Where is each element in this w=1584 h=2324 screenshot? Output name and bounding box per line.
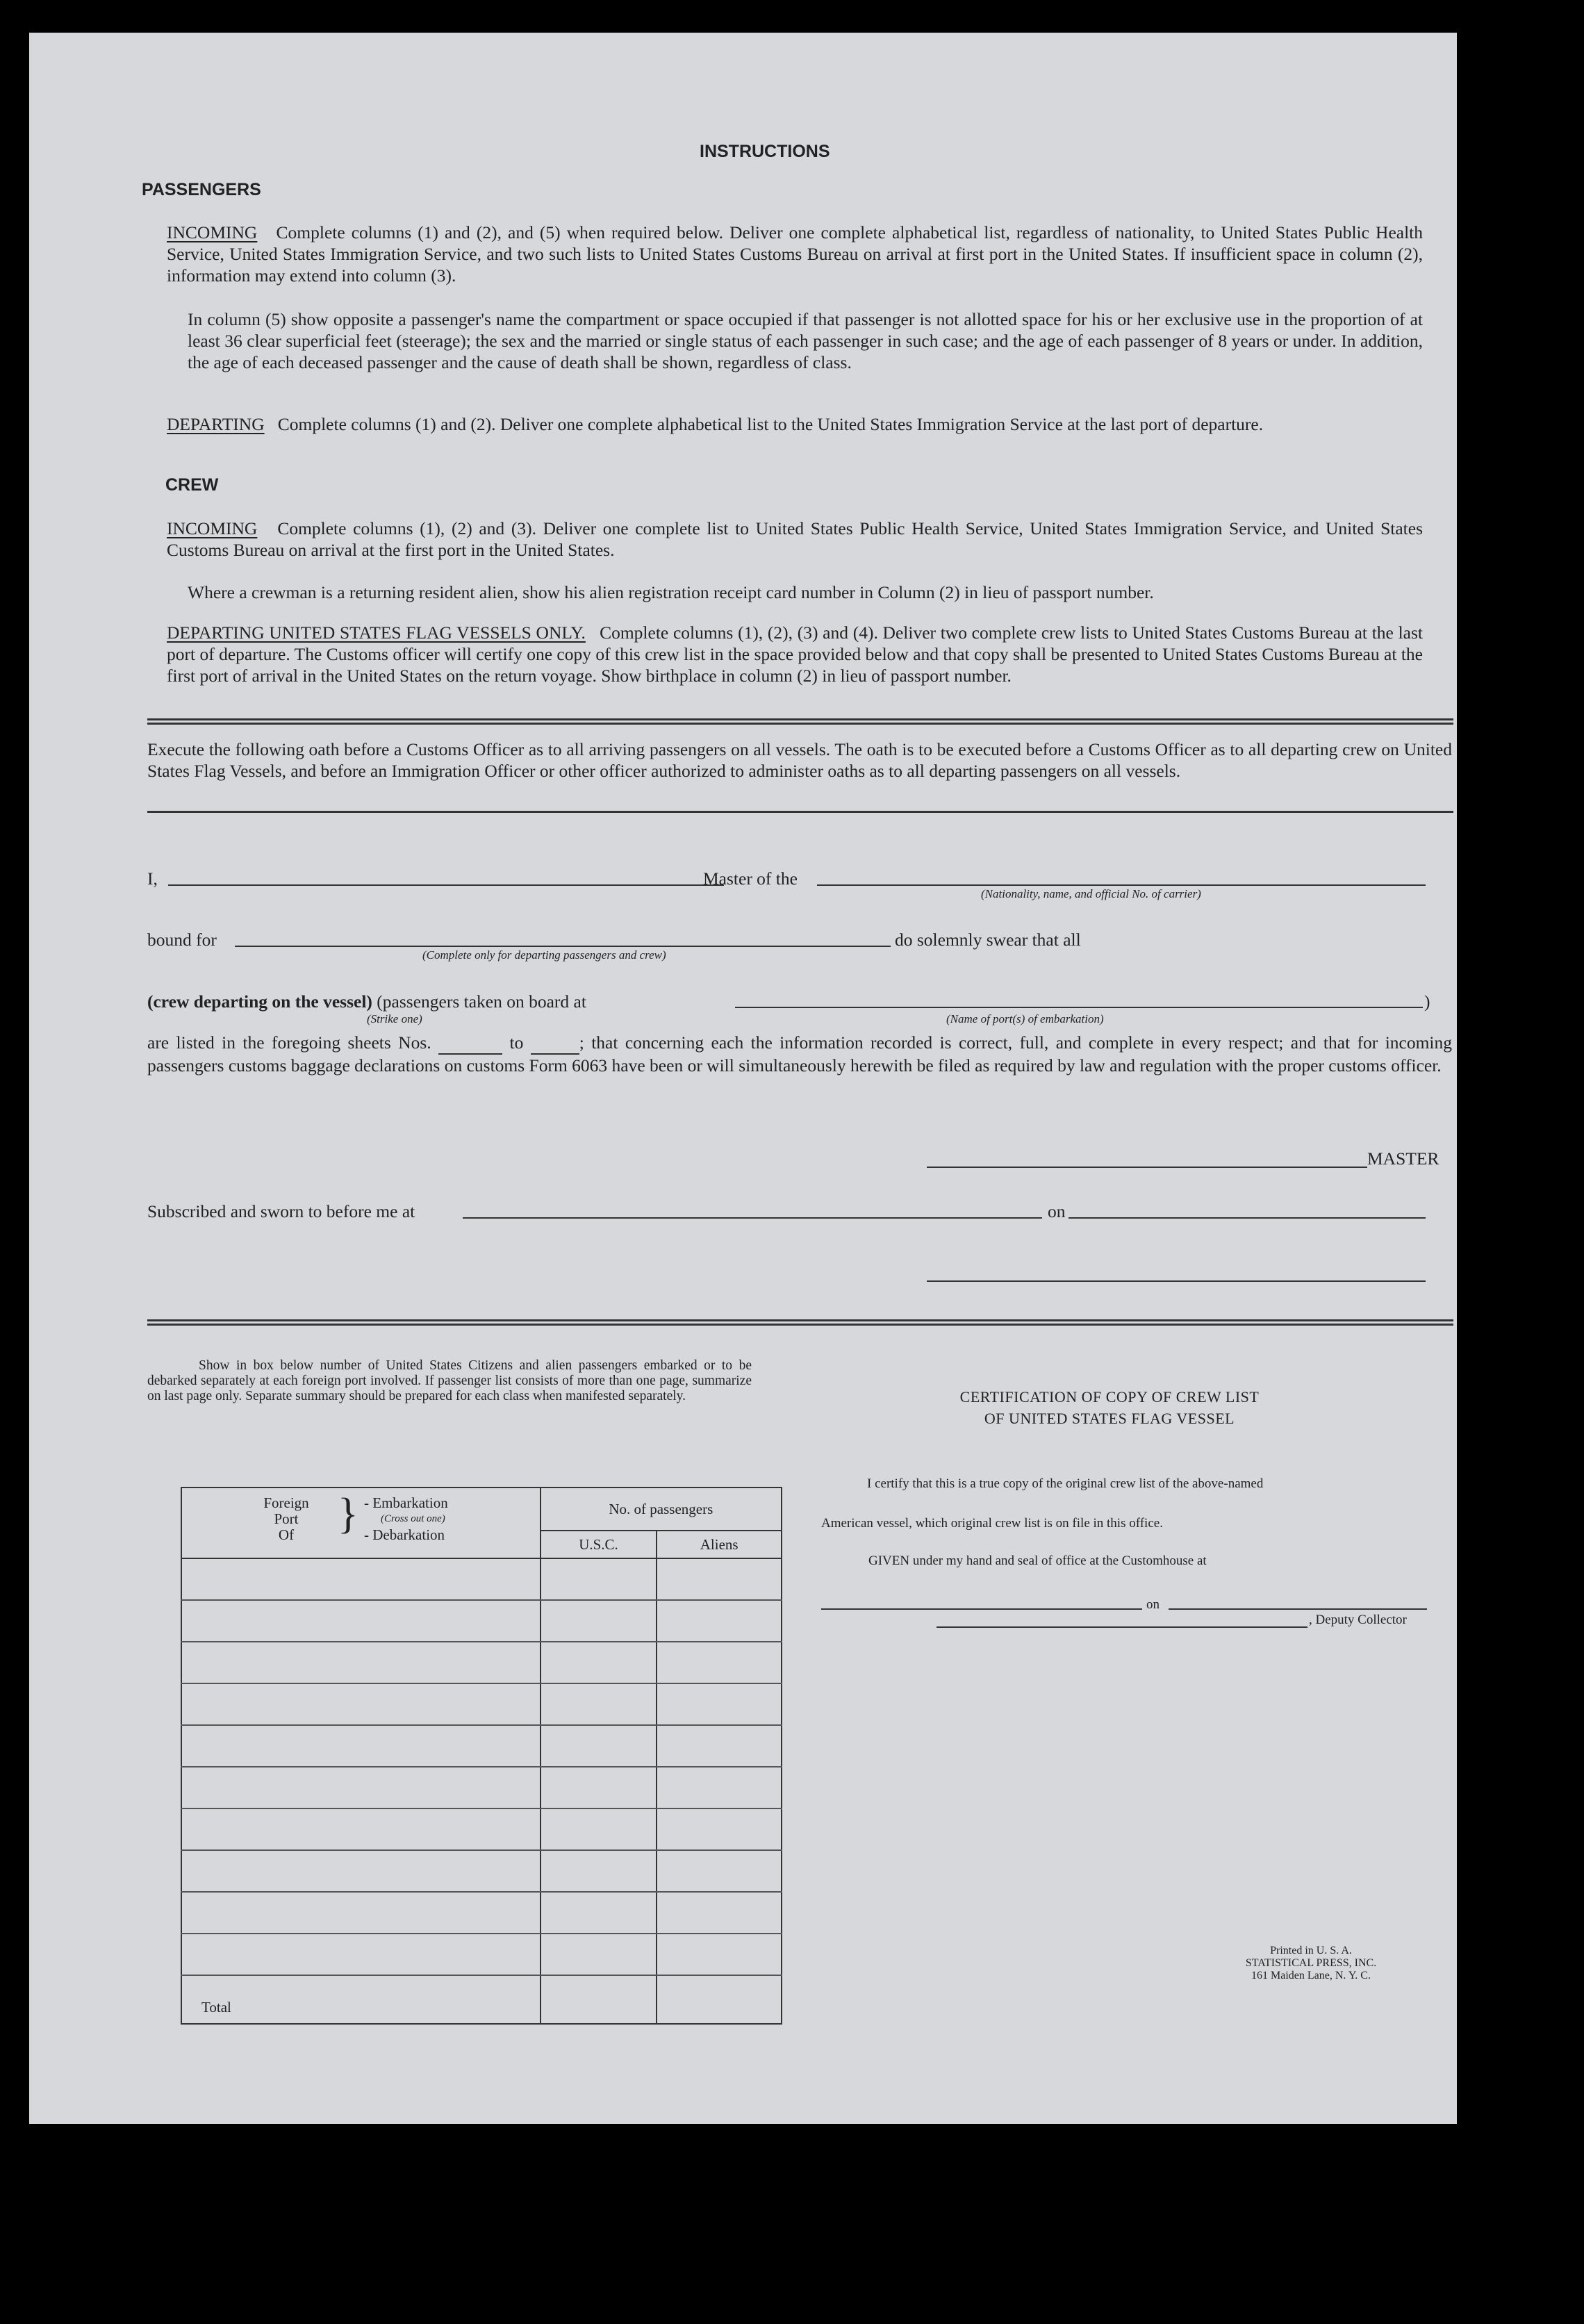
cross-out-caption: (Cross out one) [381, 1513, 445, 1524]
crew-departing-option[interactable] [147, 991, 586, 1012]
printer-line3: 161 Maiden Lane, N. Y. C. [1251, 1970, 1371, 1981]
sheets-to-field[interactable] [531, 1032, 579, 1055]
table-row [181, 1600, 782, 1642]
table-row [181, 1683, 782, 1725]
table-row [181, 1558, 782, 1600]
aliens-cell[interactable] [657, 1767, 782, 1808]
crew-departing-text: (crew departing on the vessel) [147, 991, 372, 1012]
crew-departing-label: DEPARTING UNITED STATES FLAG VESSELS ONLY. [167, 623, 586, 643]
no-passengers-header: No. of passengers [541, 1487, 782, 1531]
port-cell[interactable] [181, 1600, 541, 1642]
passengers-column5-paragraph: In column (5) show opposite a passenger's name the compartment or space occupied if that passenger is not allotted space for his or her exclusive use in the proportion of at least 36 clear superficial feet (steerage); the sex and the married or single status of each passenger in such case; and the age of each passenger of 8 years or under. In addition, the age of each deceased passenger and the cause of death shall be shown, regardless of class. [188, 309, 1423, 372]
carrier-caption: (Nationality, name, and official No. of carrier) [981, 887, 1201, 900]
total-row [181, 1975, 782, 2024]
oath-i-label: I, [147, 868, 158, 889]
aliens-cell[interactable] [657, 1892, 782, 1934]
subscribed-place-field[interactable] [463, 1217, 1042, 1219]
usc-total-cell[interactable] [541, 1975, 657, 2024]
usc-cell[interactable] [541, 1683, 657, 1725]
printer-imprint [1196, 1945, 1426, 1982]
printer-line1: Printed in U. S. A. [1270, 1945, 1352, 1956]
bound-for-field[interactable] [235, 946, 891, 947]
carrier-field[interactable] [817, 884, 1426, 886]
usc-cell[interactable] [541, 1850, 657, 1892]
aliens-cell[interactable] [657, 1558, 782, 1600]
ports-caption: (Name of port(s) of embarkation) [946, 1012, 1104, 1025]
foreign-label: Foreign [263, 1494, 309, 1511]
crew-incoming-text: Complete columns (1), (2) and (3). Deliver one complete list to United States Public Health Service, United States Immigration Service, and United States Customs Bureau on arrival at the first port in the United States. [167, 518, 1423, 560]
crew-incoming-label: INCOMING [167, 518, 258, 538]
usc-cell[interactable] [541, 1767, 657, 1808]
passengers-departing-text: Complete columns (1) and (2). Deliver one complete alphabetical list to the United States Immigration Service at the last port of departure. [277, 414, 1264, 434]
printer-line2: STATISTICAL PRESS, INC. [1245, 1957, 1377, 1969]
embark-options[interactable] [364, 1495, 448, 1543]
divider [147, 1319, 1453, 1326]
listed-pre: are listed in the foregoing sheets Nos. [147, 1032, 431, 1053]
officer-signature-field[interactable] [927, 1280, 1426, 1282]
certification-title-line1: CERTIFICATION OF COPY OF CREW LIST [959, 1388, 1260, 1406]
subscribed-on-label: on [1048, 1201, 1066, 1221]
master-signature-field[interactable] [927, 1167, 1367, 1168]
summary-instructions: Show in box below number of United States Citizens and alien passengers embarked or to be debarked separately at each foreign port involved. If passenger list consists of more than one page, summarize on last page only. Separate summary should be prepared for each class when manifested separately. [147, 1358, 752, 1403]
table-row [181, 1892, 782, 1934]
aliens-cell[interactable] [657, 1850, 782, 1892]
aliens-header: Aliens [657, 1531, 782, 1558]
of-word: Of [278, 1526, 295, 1543]
aliens-cell[interactable] [657, 1808, 782, 1850]
certification-title [842, 1386, 1460, 1429]
oath-swear-label: do solemnly swear that all [895, 930, 1081, 950]
oath-intro: Execute the following oath before a Customs Officer as to all arriving passengers on all vessels. The oath is to be executed before a Customs Officer as to all departing crew on United States Flag Vessels, and before an Immigration Officer or other officer authorized to administer oaths as to all departing passengers on all vessels. [147, 739, 1452, 781]
certify-line1: I certify that this is a true copy of the original crew list of the above-named [867, 1476, 1264, 1491]
oath-listed-paragraph [147, 1032, 1452, 1076]
listed-to: to [509, 1032, 524, 1053]
passengers-incoming-paragraph [167, 222, 1423, 286]
passengers-incoming-text: Complete columns (1) and (2), and (5) when required below. Deliver one complete alphabetical list, regardless of nationality, to United States Public Health Service, United States Immigration Service, and two such lists to United States Customs Bureau on arrival at first port in the United States. If insufficient space in column (2), information may extend into column (3). [167, 222, 1423, 286]
port-word: Port [274, 1510, 299, 1527]
master-label: MASTER [1367, 1148, 1439, 1169]
passengers-taken-text: (passengers taken on board at [377, 991, 586, 1012]
port-cell[interactable] [181, 1642, 541, 1683]
passengers-departing-paragraph [167, 413, 1423, 435]
port-header [181, 1487, 541, 1558]
port-cell[interactable] [181, 1892, 541, 1934]
certify-line2: American vessel, which original crew list is on file in this office. [821, 1516, 1163, 1531]
aliens-total-cell[interactable] [657, 1975, 782, 2024]
aliens-cell[interactable] [657, 1600, 782, 1642]
usc-header: U.S.C. [541, 1531, 657, 1558]
port-cell[interactable] [181, 1767, 541, 1808]
table-row [181, 1642, 782, 1683]
subscribed-date-field[interactable] [1069, 1217, 1426, 1219]
deputy-signature-field[interactable] [937, 1626, 1307, 1628]
sheets-from-field[interactable] [438, 1032, 502, 1055]
usc-cell[interactable] [541, 1558, 657, 1600]
aliens-cell[interactable] [657, 1642, 782, 1683]
debarkation-label: - Debarkation [364, 1526, 445, 1543]
aliens-cell[interactable] [657, 1683, 782, 1725]
port-cell[interactable] [181, 1934, 541, 1975]
subscribed-label: Subscribed and sworn to before me at [147, 1201, 415, 1221]
port-cell[interactable] [181, 1725, 541, 1767]
cert-on-label: on [1146, 1597, 1160, 1612]
table-row [181, 1850, 782, 1892]
usc-cell[interactable] [541, 1642, 657, 1683]
aliens-cell[interactable] [657, 1725, 782, 1767]
deputy-collector-label: , Deputy Collector [1309, 1613, 1407, 1627]
port-cell[interactable] [181, 1683, 541, 1725]
brace-icon: } [338, 1490, 358, 1538]
table-row [181, 1808, 782, 1850]
port-cell[interactable] [181, 1850, 541, 1892]
crew-heading: CREW [165, 475, 219, 495]
divider [147, 718, 1453, 725]
listed-text: ; that concerning each the information recorded is correct, full, and complete in every respect; and that for incoming passengers customs baggage declarations on customs Form 6063 have been or will simultaneously herewith be filed as required by law and regulation with the proper customs officer. [147, 1032, 1453, 1076]
strike-caption: (Strike one) [367, 1012, 422, 1025]
port-cell[interactable] [181, 1558, 541, 1600]
embarkation-ports-field[interactable] [735, 1007, 1423, 1008]
aliens-cell[interactable] [657, 1934, 782, 1975]
usc-cell[interactable] [541, 1892, 657, 1934]
instructions-title: INSTRUCTIONS [700, 142, 830, 161]
embarkation-label: - Embarkation [364, 1494, 448, 1511]
port-cell[interactable] [181, 1808, 541, 1850]
table-row [181, 1767, 782, 1808]
usc-cell[interactable] [541, 1600, 657, 1642]
cert-date-field[interactable] [1169, 1608, 1427, 1610]
usc-cell[interactable] [541, 1808, 657, 1850]
crew-departing-text: Complete columns (1), (2), (3) and (4). Deliver two complete crew lists to United States Customs Bureau at the last port of departure. The Customs officer will certify one copy of this crew list in the space provided below and that copy shall be presented to United States Customs Bureau at the first port of arrival in the United States on the return voyage. Show birthplace in column (2) in lieu of passport number. [167, 623, 1423, 686]
passengers-incoming-label: INCOMING [167, 222, 258, 242]
customhouse-field[interactable] [821, 1608, 1142, 1610]
bound-for-caption: (Complete only for departing passengers and crew) [422, 948, 666, 962]
form-page [29, 33, 1457, 2124]
crew-resident-paragraph: Where a crewman is a returning resident alien, show his alien registration receipt card number in Column (2) in lieu of passport number. [188, 582, 1154, 602]
master-name-field[interactable] [168, 884, 724, 886]
total-label: Total [181, 1975, 541, 2024]
passengers-heading: PASSENGERS [142, 180, 261, 199]
usc-cell[interactable] [541, 1725, 657, 1767]
crew-incoming-paragraph [167, 518, 1423, 561]
oath-bound-for-label: bound for [147, 930, 217, 950]
divider [147, 811, 1453, 813]
close-paren: ) [1424, 991, 1430, 1012]
table-row [181, 1934, 782, 1975]
usc-cell[interactable] [541, 1934, 657, 1975]
port-label [258, 1495, 314, 1543]
passenger-summary-table [181, 1487, 782, 2025]
crew-departing-paragraph [167, 622, 1423, 686]
certification-title-line2: OF UNITED STATES FLAG VESSEL [984, 1410, 1235, 1427]
oath-master-of-label: Master of the [703, 868, 798, 889]
passengers-departing-label: DEPARTING [167, 414, 265, 434]
given-text: GIVEN under my hand and seal of office at the Customhouse at [868, 1554, 1207, 1568]
table-row [181, 1725, 782, 1767]
